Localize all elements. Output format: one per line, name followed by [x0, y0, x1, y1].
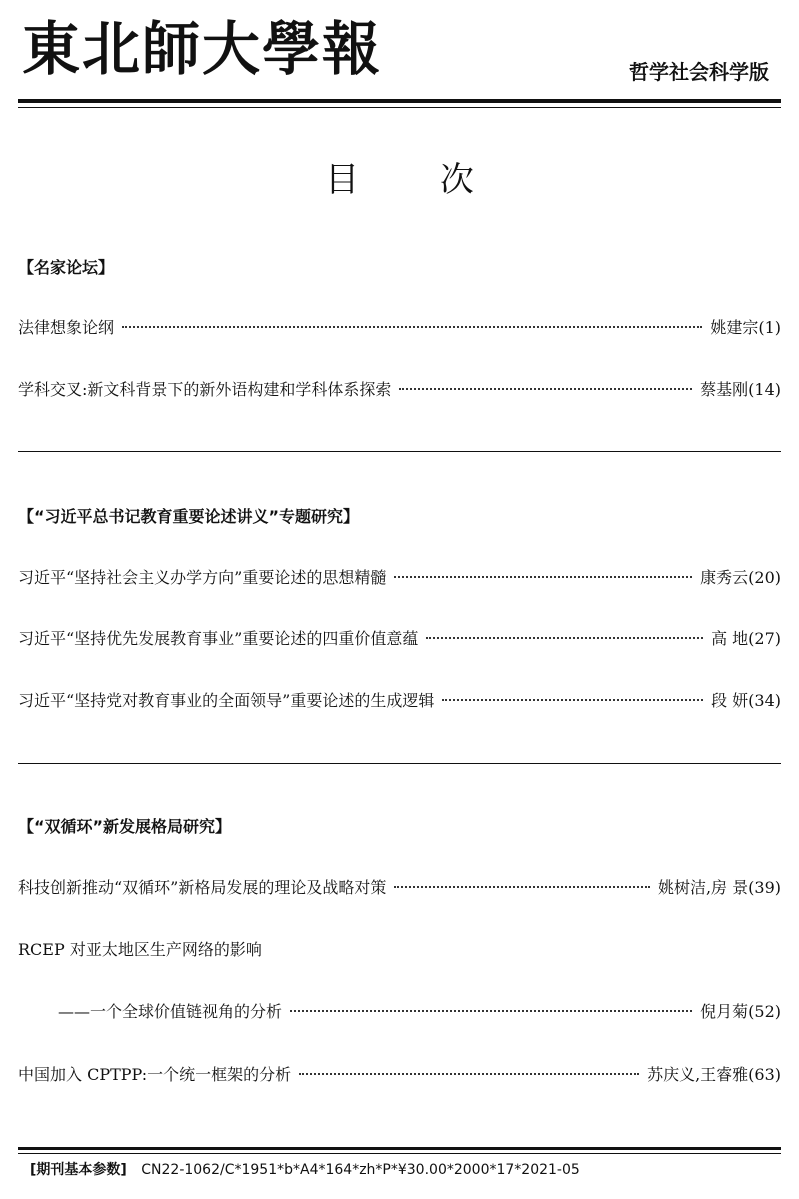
section-title-xi-education: 【“习近平总书记教育重要论述讲义”专题研究】	[18, 507, 360, 526]
dot-leader	[299, 1073, 639, 1075]
entry-author-page: 蔡基刚(14)	[700, 380, 781, 399]
entry-title: 习近平“坚持优先发展教育事业”重要论述的四重价值意蕴	[18, 629, 419, 648]
edition-label: 哲学社会科学版	[629, 60, 769, 84]
toc-entry[interactable]	[18, 316, 781, 340]
entry-author-page: 苏庆义,王睿雅(63)	[647, 1065, 781, 1084]
toc-entry[interactable]	[18, 938, 781, 962]
section-title-dual-circulation: 【“双循环”新发展格局研究】	[18, 817, 232, 836]
entry-author-page: 姚树洁,房 景(39)	[657, 878, 781, 897]
entry-title: 法律想象论纲	[18, 318, 115, 337]
entry-title: 习近平“坚持社会主义办学方向”重要论述的思想精髓	[18, 568, 387, 587]
page-title: 目 次	[325, 160, 474, 200]
entry-author-page: 高 地(27)	[711, 629, 781, 648]
entry-title: 科技创新推动“双循环”新格局发展的理论及战略对策	[18, 878, 387, 897]
journal-parameters	[30, 1160, 580, 1180]
entry-title: 学科交叉:新文科背景下的新外语构建和学科体系探索	[18, 380, 392, 399]
toc-entry[interactable]	[18, 689, 781, 713]
entry-author-page: 倪月菊(52)	[700, 1002, 781, 1021]
dot-leader	[399, 388, 692, 390]
toc-entry[interactable]	[18, 378, 781, 402]
toc-entry[interactable]	[18, 1063, 781, 1087]
section-divider	[18, 763, 781, 764]
dot-leader	[290, 1010, 692, 1012]
toc-entry-subtitle[interactable]	[58, 1000, 781, 1024]
dot-leader	[394, 886, 650, 888]
entry-title: RCEP 对亚太地区生产网络的影响	[18, 940, 262, 959]
dot-leader	[394, 576, 692, 578]
dot-leader	[426, 637, 703, 639]
entry-author-page: 姚建宗(1)	[710, 318, 781, 337]
toc-entry[interactable]	[18, 627, 781, 651]
journal-title: 東北師大學報	[22, 15, 383, 83]
entry-subtitle: ——一个全球价值链视角的分析	[58, 1002, 283, 1021]
section-divider	[18, 451, 781, 452]
dot-leader	[122, 326, 702, 328]
footer-rule-thin	[18, 1153, 781, 1154]
parameters-label: [期刊基本参数]	[30, 1162, 127, 1178]
masthead-rule-thick	[18, 99, 781, 103]
parameters-value: CN22-1062/C*1951*b*A4*164*zh*P*¥30.00*2000*17*2021-05	[141, 1162, 580, 1178]
entry-title: 习近平“坚持党对教育事业的全面领导”重要论述的生成逻辑	[18, 691, 435, 710]
entry-author-page: 康秀云(20)	[700, 568, 781, 587]
entry-title: 中国加入 CPTPP:一个统一框架的分析	[18, 1065, 292, 1084]
section-title-mingjia: 【名家论坛】	[18, 258, 115, 277]
toc-entry[interactable]	[18, 876, 781, 900]
footer-rule-thick	[18, 1147, 781, 1150]
entry-author-page: 段 妍(34)	[711, 691, 781, 710]
toc-entry[interactable]	[18, 566, 781, 590]
masthead-rule-thin	[18, 107, 781, 108]
dot-leader	[442, 699, 703, 701]
